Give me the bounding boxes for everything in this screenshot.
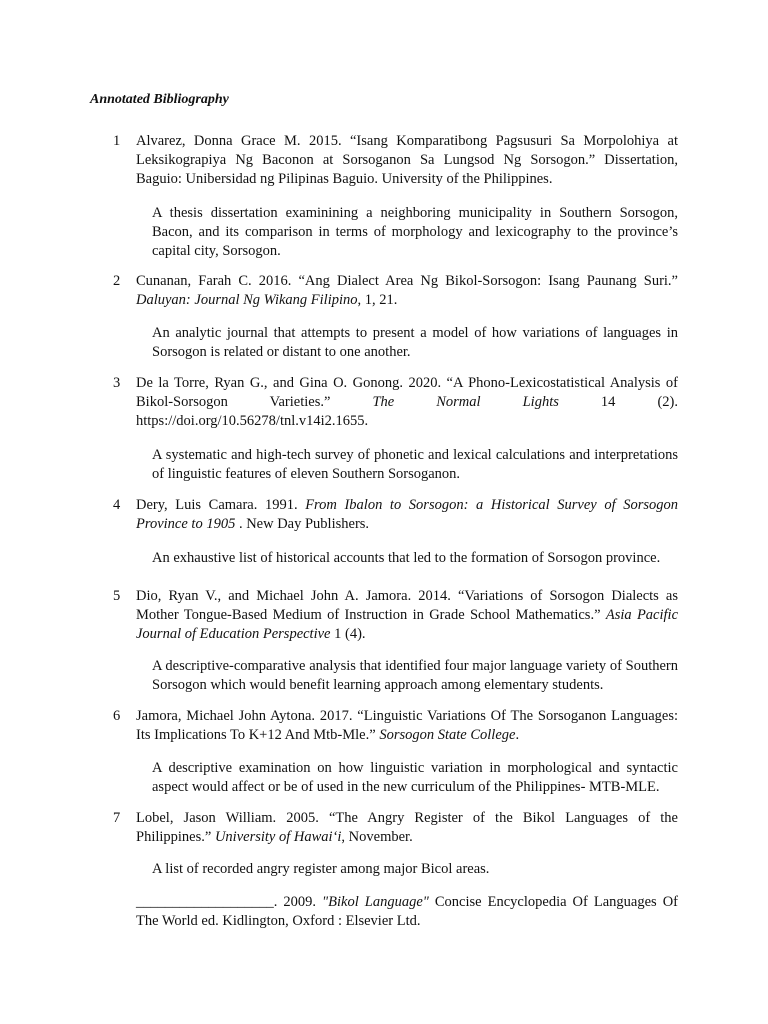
citation-text: Dery, Luis Camara. 1991. [136, 497, 306, 513]
entry-citation [136, 587, 678, 644]
citation-text: Cunanan, Farah C. 2016. “Ang Dialect Area Ng Bikol-Sorsogon: Isang Paunang Suri.” [136, 273, 678, 289]
entry-citation [136, 272, 678, 310]
entry-citation [136, 496, 678, 534]
citation-text: Lobel, Jason William. 2005. “The Angry Register of the Bikol Languages of the Philippines.” [136, 810, 678, 845]
entry-annotation: An exhaustive list of historical accounts that led to the formation of Sorsogon province. [152, 550, 661, 566]
extra-citation [136, 893, 678, 931]
citation-text: . New Day Publishers. [235, 516, 370, 532]
entry-annotation: A list of recorded angry register among major Bicol areas. [152, 861, 490, 877]
citation-text: De la Torre, Ryan G., and Gina O. Gonong. 2020. “A Phono-Lexicostatistical Analysis of Bikol-Sorsogon Varieties.” [136, 375, 678, 410]
citation-text: Alvarez, Donna Grace M. 2015. “Isang Komparatibong Pagsusuri Sa Morpolohiya at Leksikograpiya Ng Baconon at Sorsoganon Sa Lungsod Ng Sorsogon.” Dissertation, Baguio: Unibersidad ng Pilipinas Baguio. University of the Philippines. [136, 133, 678, 187]
citation-text: 14 (2). https://doi.org/10.56278/tnl.v14i2.1655. [136, 394, 678, 429]
entry-citation [136, 132, 678, 189]
entry-citation [136, 374, 678, 431]
entry-annotation: A systematic and high-tech survey of phonetic and lexical calculations and interpretations of linguistic features of eleven Southern Sorsoganon. [152, 447, 678, 482]
citation-title-italic: Daluyan: Journal Ng Wikang Filipino [136, 292, 358, 308]
citation-text: 1 (4). [330, 626, 366, 642]
entry-number: 3 [113, 375, 121, 391]
entry-annotation: A thesis dissertation examinining a neighboring municipality in Southern Sorsogon, Bacon, and its comparison in terms of morphology and lexicography to the province’s capital city, Sorsogon. [152, 205, 678, 259]
citation-text: ___________________. 2009. [136, 894, 323, 910]
entry-annotation: An analytic journal that attempts to present a model of how variations of languages in Sorsogon is related or distant to one another. [152, 325, 678, 360]
citation-text: , November. [341, 829, 413, 845]
citation-text: , 1, 21. [357, 292, 398, 308]
citation-text: . [515, 727, 520, 743]
citation-title-italic: University of Hawaiʻi [214, 829, 342, 845]
citation-title-italic: Asia Pacific Journal of Education Perspective [136, 607, 679, 642]
entry-annotation: A descriptive examination on how linguistic variation in morphological and syntactic aspect would affect or be of used in the new curriculum of the Philippines- MTB-MLE. [152, 760, 678, 795]
entry-number: 7 [113, 810, 121, 826]
citation-text: Dio, Ryan V., and Michael John A. Jamora. 2014. “Variations of Sorsogon Dialects as Mother Tongue-Based Medium of Instruction in Grade School Mathematics.” [136, 588, 678, 623]
entry-annotation: A descriptive-comparative analysis that identified four major language variety of Southern Sorsogon which would benefit learning approach among elementary students. [152, 658, 678, 693]
entry-citation [136, 809, 678, 847]
entry-number: 4 [113, 497, 121, 513]
entry-number: 1 [113, 133, 121, 149]
citation-title-italic: The Normal Lights [372, 394, 559, 410]
entry-number: 6 [113, 708, 121, 724]
citation-text: Concise Encyclopedia Of Languages Of The World ed. Kidlington, Oxford : Elsevier Ltd. [136, 894, 679, 929]
entry-number: 5 [113, 588, 121, 604]
citation-text: Jamora, Michael John Aytona. 2017. “Linguistic Variations Of The Sorsoganon Languages: Its Implications To K+12 And Mtb-Mle.” [136, 708, 678, 743]
citation-title-italic: Sorsogon State College [379, 727, 516, 743]
page-title: Annotated Bibliography [90, 92, 229, 107]
citation-title-italic: "Bikol Language" [322, 894, 429, 910]
citation-title-italic: From Ibalon to Sorsogon: a Historical Survey of Sorsogon Province to 1905 [136, 497, 678, 532]
entry-number: 2 [113, 273, 121, 289]
entry-citation [136, 707, 678, 745]
